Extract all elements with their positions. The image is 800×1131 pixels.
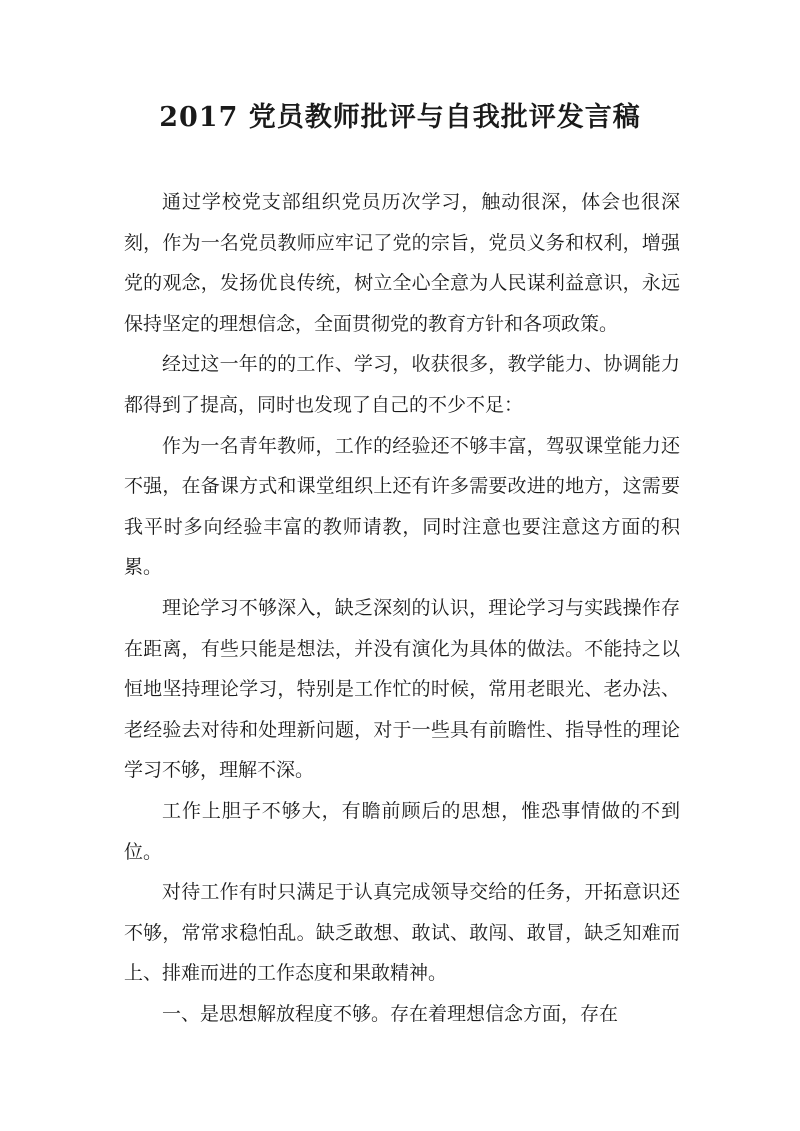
paragraph-2: 经过这一年的的工作、学习，收获很多，教学能力、协调能力都得到了提高，同时也发现了自己的不少不足： (124, 353, 680, 416)
paragraph-5: 工作上胆子不够大，有瞻前顾后的思想，惟恐事情做的不到位。 (124, 799, 680, 863)
document-title: 2017 党员教师批评与自我批评发言稿 (159, 102, 641, 133)
paragraph-3: 作为一名青年教师，工作的经验还不够丰富，驾驭课堂能力还不强，在备课方式和课堂组织上还有许多需要改进的地方，这需要我平时多向经验丰富的教师请教，同时注意也要注意这方面的积累。 (124, 434, 680, 579)
paragraph-4: 理论学习不够深入，缺乏深刻的认识，理论学习与实践操作存在距离，有些只能是想法，并没有演化为具体的做法。不能持之以恒地坚持理论学习，特别是工作忙的时候，常用老眼光、老办法、老经验去对待和处理新问题，对于一些具有前瞻性、指导性的理论学习不够，理解不深。 (124, 596, 680, 782)
paragraph-1: 通过学校党支部组织党员历次学习，触动很深，体会也很深刻，作为一名党员教师应牢记了党的宗旨，党员义务和权利，增强党的观念，发扬优良传统，树立全心全意为人民谋利益意识，永远保持坚定的理想信念，全面贯彻党的教育方针和各项政策。 (124, 191, 680, 335)
document-body (124, 182, 680, 1034)
paragraph-6: 对待工作有时只满足于认真完成领导交给的任务，开拓意识还不够，常常求稳怕乱。缺乏敢想、敢试、敢闯、敢冒，缺乏知难而上、排难而进的工作态度和果敢精神。 (124, 881, 680, 985)
paragraph-7: 一、是思想解放程度不够。存在着理想信念方面，存在 (162, 1002, 619, 1025)
